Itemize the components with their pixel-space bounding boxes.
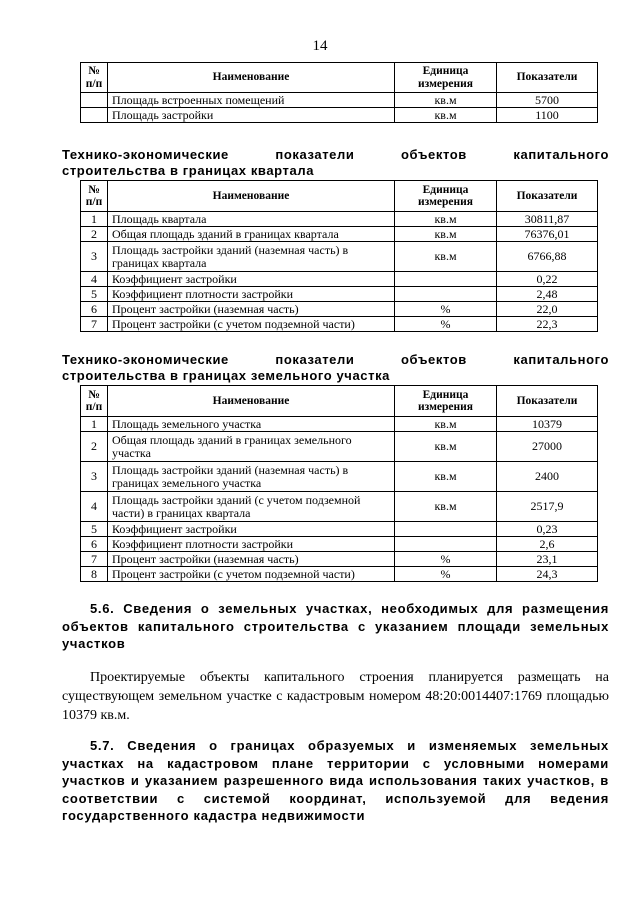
cell-unit: % <box>395 317 497 332</box>
header-unit: Единица измерения <box>395 386 497 417</box>
table-row <box>81 287 598 302</box>
cell-name: Коэффициент плотности застройки <box>108 287 395 302</box>
cell-num <box>81 93 108 108</box>
table-row <box>81 227 598 242</box>
table-row <box>81 212 598 227</box>
header-num: № п/п <box>81 181 108 212</box>
cell-num: 4 <box>81 272 108 287</box>
cell-value: 0,23 <box>497 522 598 537</box>
cell-num: 6 <box>81 537 108 552</box>
cell-num: 1 <box>81 212 108 227</box>
cell-num: 6 <box>81 302 108 317</box>
caption-line: Технико-экономические показатели объектов капитального <box>62 147 609 162</box>
cell-value: 76376,01 <box>497 227 598 242</box>
table-row <box>81 417 598 432</box>
table-row <box>81 317 598 332</box>
cell-num: 3 <box>81 462 108 492</box>
cell-unit: кв.м <box>395 242 497 272</box>
cell-name: Площадь застройки зданий (с учетом подземной части) в границах квартала <box>108 492 395 522</box>
cell-unit <box>395 522 497 537</box>
cell-value: 24,3 <box>497 567 598 582</box>
header-num: № п/п <box>81 63 108 93</box>
cell-num: 3 <box>81 242 108 272</box>
table-row <box>81 567 598 582</box>
cell-value: 2,48 <box>497 287 598 302</box>
cell-unit: кв.м <box>395 212 497 227</box>
cell-unit <box>395 537 497 552</box>
cell-unit: % <box>395 567 497 582</box>
caption-line: строительства в границах земельного участка <box>62 368 391 383</box>
cell-num: 7 <box>81 552 108 567</box>
cell-value: 5700 <box>497 93 598 108</box>
header-name: Наименование <box>108 63 395 93</box>
table-row <box>81 462 598 492</box>
table-row <box>81 492 598 522</box>
cell-name: Площадь застройки зданий (наземная часть) в границах квартала <box>108 242 395 272</box>
cell-num: 5 <box>81 287 108 302</box>
cell-unit: % <box>395 302 497 317</box>
cell-name: Процент застройки (с учетом подземной части) <box>108 317 395 332</box>
cell-value: 2,6 <box>497 537 598 552</box>
cell-unit: кв.м <box>395 432 497 462</box>
table-continued <box>80 62 598 123</box>
table-quarter-indicators <box>80 180 598 332</box>
cell-num: 2 <box>81 432 108 462</box>
table-body <box>81 417 598 582</box>
table-row <box>81 93 598 108</box>
header-name: Наименование <box>108 181 395 212</box>
cell-name: Процент застройки (наземная часть) <box>108 302 395 317</box>
cell-num <box>81 108 108 123</box>
table-header-row <box>81 63 598 93</box>
cell-value: 22,0 <box>497 302 598 317</box>
table-row <box>81 552 598 567</box>
cell-value: 10379 <box>497 417 598 432</box>
header-value: Показатели <box>497 386 598 417</box>
cell-num: 4 <box>81 492 108 522</box>
table-body <box>81 212 598 332</box>
table-body <box>81 93 598 123</box>
cell-num: 7 <box>81 317 108 332</box>
section-paragraph-5-6: Проектируемые объекты капитального строения планируется размещать на существующем земельном участке с кадастровым номером 48:20:0014407:1769 площадью 10379 кв.м. <box>62 670 609 723</box>
cell-name: Площадь земельного участка <box>108 417 395 432</box>
cell-name: Общая площадь зданий в границах земельного участка <box>108 432 395 462</box>
cell-name: Коэффициент застройки <box>108 522 395 537</box>
cell-value: 22,3 <box>497 317 598 332</box>
table-row <box>81 522 598 537</box>
header-unit: Единица измерения <box>395 181 497 212</box>
cell-unit: кв.м <box>395 93 497 108</box>
cell-unit: кв.м <box>395 227 497 242</box>
cell-value: 1100 <box>497 108 598 123</box>
cell-value: 2517,9 <box>497 492 598 522</box>
cell-num: 2 <box>81 227 108 242</box>
cell-value: 2400 <box>497 462 598 492</box>
cell-name: Коэффициент плотности застройки <box>108 537 395 552</box>
cell-value: 30811,87 <box>497 212 598 227</box>
header-name: Наименование <box>108 386 395 417</box>
cell-num: 1 <box>81 417 108 432</box>
cell-value: 6766,88 <box>497 242 598 272</box>
cell-unit: кв.м <box>395 417 497 432</box>
cell-unit: кв.м <box>395 108 497 123</box>
table-header-row <box>81 386 598 417</box>
table-row <box>81 108 598 123</box>
header-unit: Единица измерения <box>395 63 497 93</box>
table-row <box>81 272 598 287</box>
cell-unit: % <box>395 552 497 567</box>
page-number: 14 <box>312 38 328 54</box>
cell-name: Площадь встроенных помещений <box>108 93 395 108</box>
caption-line: строительства в границах квартала <box>62 163 315 178</box>
cell-name: Процент застройки (наземная часть) <box>108 552 395 567</box>
cell-name: Общая площадь зданий в границах квартала <box>108 227 395 242</box>
table-header-row <box>81 181 598 212</box>
table-caption-plot <box>62 352 609 384</box>
cell-name: Площадь застройки <box>108 108 395 123</box>
table-row <box>81 432 598 462</box>
cell-name: Процент застройки (с учетом подземной части) <box>108 567 395 582</box>
cell-unit: кв.м <box>395 492 497 522</box>
section-heading-5-6: 5.6. Сведения о земельных участках, необходимых для размещения объектов капитального строительства с указанием площади земельных участков <box>62 601 609 651</box>
cell-unit <box>395 272 497 287</box>
table-row <box>81 242 598 272</box>
cell-name: Коэффициент застройки <box>108 272 395 287</box>
cell-unit <box>395 287 497 302</box>
header-num: № п/п <box>81 386 108 417</box>
table-plot-indicators <box>80 385 598 582</box>
cell-num: 5 <box>81 522 108 537</box>
cell-num: 8 <box>81 567 108 582</box>
cell-value: 0,22 <box>497 272 598 287</box>
header-value: Показатели <box>497 181 598 212</box>
table-row <box>81 537 598 552</box>
table-row <box>81 302 598 317</box>
cell-value: 27000 <box>497 432 598 462</box>
header-value: Показатели <box>497 63 598 93</box>
cell-unit: кв.м <box>395 462 497 492</box>
section-heading-5-7: 5.7. Сведения о границах образуемых и изменяемых земельных участках на кадастровом плане территории с условными номерами участков и указанием разрешенного вида использования таких участков, в соответствии с системой координат, используемой для ведения государственного кадастра недвижимости <box>62 738 609 823</box>
cell-name: Площадь квартала <box>108 212 395 227</box>
cell-name: Площадь застройки зданий (наземная часть) в границах земельного участка <box>108 462 395 492</box>
table-caption-quarter <box>62 147 609 179</box>
cell-value: 23,1 <box>497 552 598 567</box>
caption-line: Технико-экономические показатели объектов капитального <box>62 352 609 367</box>
